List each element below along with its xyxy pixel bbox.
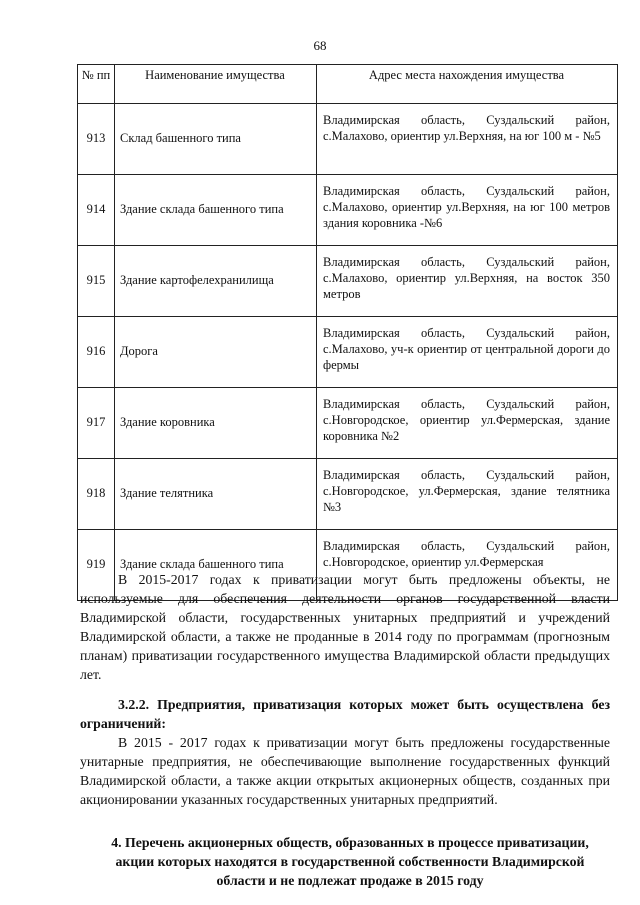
header-address: Адрес места нахождения имущества xyxy=(317,65,618,104)
row-address: Владимирская область, Суздальский район, с.Новгородское, ориентир ул.Фермерская xyxy=(317,530,618,601)
row-num: 913 xyxy=(78,104,115,175)
property-table xyxy=(77,64,618,601)
header-num: № пп xyxy=(78,65,115,104)
row-num: 915 xyxy=(78,246,115,317)
row-address: Владимирская область, Суздальский район, с.Малахово, ориентир ул.Верхняя, на юг 100 метров здания коровника -№6 xyxy=(317,175,618,246)
row-address: Владимирская область, Суздальский район, с.Новгородское, ориентир ул.Фермерская, здание коровника №2 xyxy=(317,388,618,459)
table-row xyxy=(78,459,618,530)
row-name: Склад башенного типа xyxy=(115,104,317,175)
row-address: Владимирская область, Суздальский район, с.Малахово, ориентир ул.Верхняя, на восток 350 метров xyxy=(317,246,618,317)
section-3-2-2-text: В 2015 - 2017 годах к приватизации могут быть предложены государственные унитарные предприятия, не обеспечивающие выполнение государственных функций Владимирской области, а также акции открытых акционерных обществ, созданных при акционировании указанных государственных унитарных предприятий. xyxy=(80,735,610,807)
row-address: Владимирская область, Суздальский район, с.Малахово, ориентир ул.Верхняя, на юг 100 м - №5 xyxy=(317,104,618,175)
row-name: Здание телятника xyxy=(115,459,317,530)
table-row xyxy=(78,388,618,459)
table-row xyxy=(78,246,618,317)
row-name: Здание склада башенного типа xyxy=(115,530,317,601)
row-address: Владимирская область, Суздальский район, с.Малахово, уч-к ориентир от центральной дороги до фермы xyxy=(317,317,618,388)
paragraph-objects: В 2015-2017 годах к приватизации могут быть предложены объекты, не используемые для обеспечения деятельности органов государственной власти Владимирской области, государственных унитарных предприятий и учреждений Владимирской области, а также не проданные в 2014 году по программам (прогнозным планам) приватизации государственного имущества Владимирской области предыдущих лет. xyxy=(80,572,610,682)
row-num: 919 xyxy=(78,530,115,601)
row-name: Дорога xyxy=(115,317,317,388)
table-row xyxy=(78,175,618,246)
table-row xyxy=(78,104,618,175)
row-num: 918 xyxy=(78,459,115,530)
row-address: Владимирская область, Суздальский район, с.Новгородское, ул.Фермерская, здание телятника №3 xyxy=(317,459,618,530)
row-num: 916 xyxy=(78,317,115,388)
section-3-2-2-heading: 3.2.2. Предприятия, приватизация которых может быть осуществлена без ограничений: xyxy=(80,697,610,731)
section-4-heading: 4. Перечень акционерных обществ, образованных в процессе приватизации, акции которых находятся в государственной собственности Владимирской области и не подлежат продаже в 2015 году xyxy=(111,835,589,888)
row-num: 917 xyxy=(78,388,115,459)
header-name: Наименование имущества xyxy=(115,65,317,104)
row-name: Здание картофелехранилища xyxy=(115,246,317,317)
row-name: Здание склада башенного типа xyxy=(115,175,317,246)
row-num: 914 xyxy=(78,175,115,246)
table-row xyxy=(78,317,618,388)
row-name: Здание коровника xyxy=(115,388,317,459)
table-header-row xyxy=(78,65,618,104)
page-number: 68 xyxy=(313,38,327,53)
